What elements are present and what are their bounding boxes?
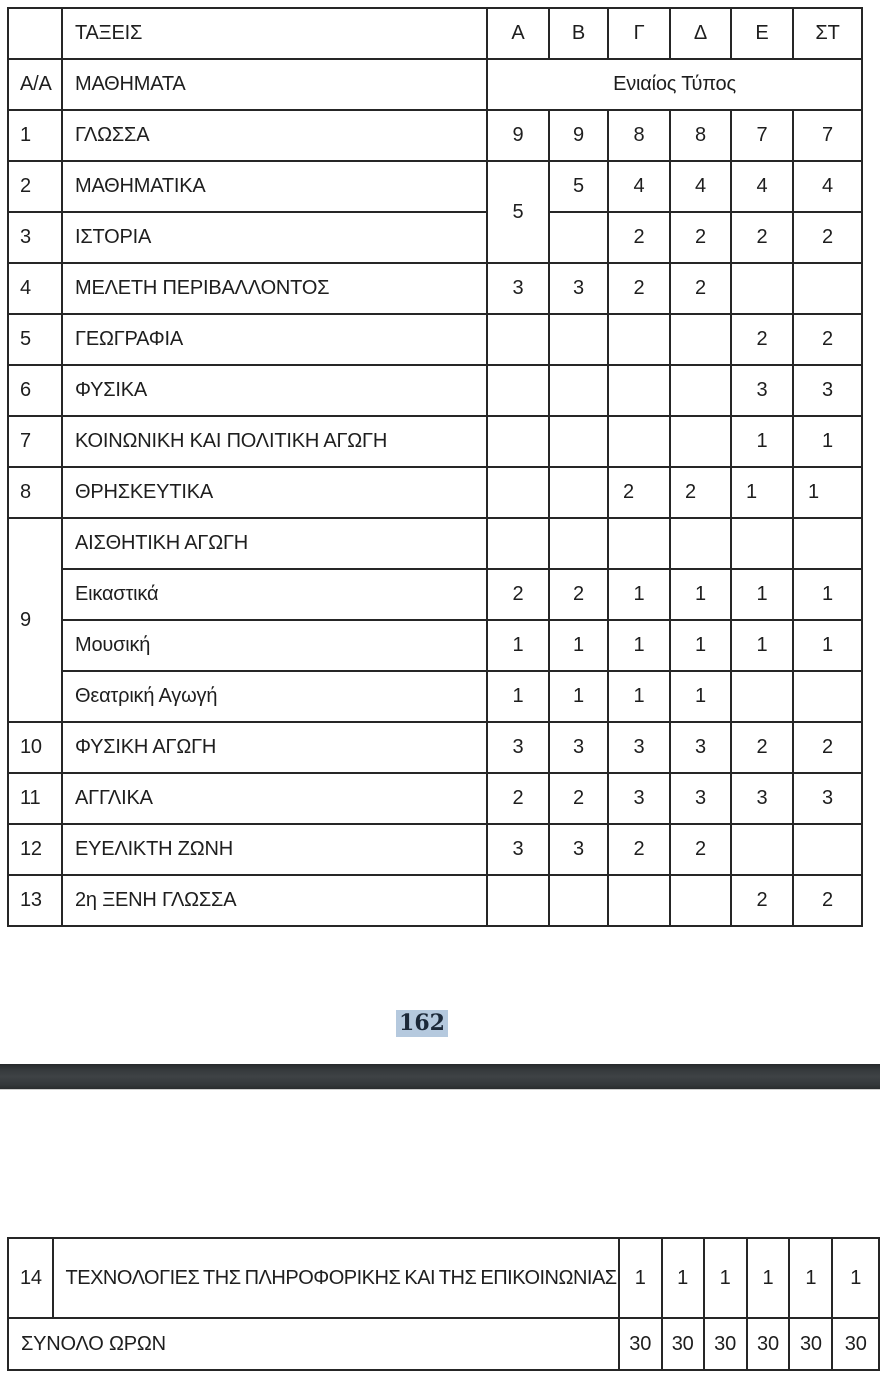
hours-cell: 2 xyxy=(731,722,793,773)
hours-cell: 2 xyxy=(731,875,793,926)
subject-cell: ΦΥΣΙΚΑ xyxy=(62,365,487,416)
row-number: 13 xyxy=(8,875,62,926)
row-number: 8 xyxy=(8,467,62,518)
hours-cell: 2 xyxy=(670,824,731,875)
hours-cell: 2 xyxy=(608,263,670,314)
hours-cell: 2 xyxy=(608,212,670,263)
row-number: 4 xyxy=(8,263,62,314)
table-row xyxy=(8,875,862,926)
hours-cell xyxy=(608,518,670,569)
hours-cell: 9 xyxy=(549,110,608,161)
hours-cell: 2 xyxy=(793,722,862,773)
subject-cell: ΦΥΣΙΚΗ ΑΓΩΓΗ xyxy=(62,722,487,773)
total-hours-cell: 30 xyxy=(662,1318,704,1370)
grade-col-header: Α xyxy=(487,8,549,59)
hours-cell: 2 xyxy=(670,467,731,518)
hours-cell: 2 xyxy=(793,875,862,926)
total-hours-cell: 30 xyxy=(619,1318,662,1370)
hours-cell xyxy=(793,518,862,569)
hours-cell: 1 xyxy=(670,671,731,722)
hours-cell xyxy=(549,212,608,263)
page-number-highlight: 162 xyxy=(396,1010,448,1037)
hours-cell: 4 xyxy=(670,161,731,212)
hours-cell: 3 xyxy=(549,263,608,314)
total-label: ΣΥΝΟΛΟ ΩΡΩΝ xyxy=(8,1318,619,1370)
hours-cell: 3 xyxy=(487,263,549,314)
school-type-cell: Ενιαίος Τύπος xyxy=(487,59,862,110)
subject-cell: 2η ΞΕΝΗ ΓΛΩΣΣΑ xyxy=(62,875,487,926)
table-row xyxy=(8,110,862,161)
hours-cell: 1 xyxy=(487,620,549,671)
hours-cell: 3 xyxy=(549,824,608,875)
hours-cell: 3 xyxy=(793,773,862,824)
hours-cell xyxy=(608,416,670,467)
hours-cell xyxy=(670,365,731,416)
hours-cell xyxy=(487,518,549,569)
hours-cell xyxy=(487,875,549,926)
hours-cell xyxy=(793,671,862,722)
hours-cell xyxy=(549,518,608,569)
subject-cell: ΑΙΣΘΗΤΙΚΗ ΑΓΩΓΗ xyxy=(62,518,487,569)
hours-cell: 1 xyxy=(619,1238,662,1318)
hours-cell: 3 xyxy=(608,722,670,773)
curriculum-table-continued xyxy=(7,1237,880,1371)
hours-cell: 2 xyxy=(487,773,549,824)
grade-col-header: Β xyxy=(549,8,608,59)
aa-header: Α/Α xyxy=(8,59,62,110)
row-number-merged: 9 xyxy=(8,518,62,722)
hours-cell: 3 xyxy=(487,824,549,875)
hours-cell: 4 xyxy=(608,161,670,212)
grade-col-header: Γ xyxy=(608,8,670,59)
subject-cell: ΚΟΙΝΩΝΙΚΗ ΚΑΙ ΠΟΛΙΤΙΚΗ ΑΓΩΓΗ xyxy=(62,416,487,467)
hours-cell xyxy=(670,314,731,365)
row-number: 2 xyxy=(8,161,62,212)
table-row xyxy=(8,314,862,365)
table-row xyxy=(8,263,862,314)
hours-cell xyxy=(608,314,670,365)
row-number: 5 xyxy=(8,314,62,365)
subject-cell: Εικαστικά xyxy=(62,569,487,620)
corner-cell xyxy=(8,8,62,59)
hours-cell: 3 xyxy=(670,722,731,773)
total-hours-cell: 30 xyxy=(832,1318,879,1370)
row-number: 7 xyxy=(8,416,62,467)
hours-cell: 2 xyxy=(608,467,670,518)
hours-cell xyxy=(549,365,608,416)
hours-cell: 1 xyxy=(832,1238,879,1318)
subject-cell: ΙΣΤΟΡΙΑ xyxy=(62,212,487,263)
row-number: 6 xyxy=(8,365,62,416)
hours-cell xyxy=(487,467,549,518)
table-row xyxy=(8,569,862,620)
table-row xyxy=(8,671,862,722)
row-number: 10 xyxy=(8,722,62,773)
hours-cell xyxy=(731,824,793,875)
hours-cell: 9 xyxy=(487,110,549,161)
hours-cell: 1 xyxy=(549,620,608,671)
grade-col-header: Δ xyxy=(670,8,731,59)
row-number: 11 xyxy=(8,773,62,824)
total-hours-cell: 30 xyxy=(789,1318,832,1370)
grade-col-header: Ε xyxy=(731,8,793,59)
hours-cell: 4 xyxy=(793,161,862,212)
hours-cell: 2 xyxy=(793,212,862,263)
table-row xyxy=(8,212,862,263)
total-row xyxy=(8,1318,879,1370)
subject-cell: ΑΓΓΛΙΚΑ xyxy=(62,773,487,824)
row-number: 1 xyxy=(8,110,62,161)
total-hours-cell: 30 xyxy=(704,1318,747,1370)
hours-cell xyxy=(793,824,862,875)
subject-cell: Μουσική xyxy=(62,620,487,671)
hours-cell xyxy=(731,263,793,314)
hours-cell xyxy=(549,314,608,365)
subject-cell: ΘΡΗΣΚΕΥΤΙΚΑ xyxy=(62,467,487,518)
hours-cell: 1 xyxy=(670,620,731,671)
hours-cell: 3 xyxy=(731,365,793,416)
table-row xyxy=(8,824,862,875)
subject-cell: ΕΥΕΛΙΚΤΗ ΖΩΝΗ xyxy=(62,824,487,875)
hours-cell: 1 xyxy=(487,671,549,722)
table-row xyxy=(8,620,862,671)
hours-cell xyxy=(608,365,670,416)
hours-cell: 1 xyxy=(608,569,670,620)
table-row xyxy=(8,1238,879,1318)
hours-cell xyxy=(549,416,608,467)
hours-cell xyxy=(549,467,608,518)
hours-cell: 2 xyxy=(670,263,731,314)
hours-cell: 3 xyxy=(549,722,608,773)
row-number: 3 xyxy=(8,212,62,263)
hours-cell xyxy=(487,365,549,416)
hours-cell: 2 xyxy=(670,212,731,263)
border-artifact xyxy=(793,671,794,699)
subject-cell: Θεατρική Αγωγή xyxy=(62,671,487,722)
hours-cell: 2 xyxy=(487,569,549,620)
hours-cell: 3 xyxy=(608,773,670,824)
table-row xyxy=(8,518,862,569)
hours-cell: 1 xyxy=(789,1238,832,1318)
hours-cell: 1 xyxy=(731,569,793,620)
hours-cell: 1 xyxy=(793,620,862,671)
hours-cell xyxy=(793,263,862,314)
subject-cell: ΜΕΛΕΤΗ ΠΕΡΙΒΑΛΛΟΝΤΟΣ xyxy=(62,263,487,314)
hours-cell: 7 xyxy=(731,110,793,161)
hours-cell: 1 xyxy=(731,467,793,518)
hours-cell: 2 xyxy=(608,824,670,875)
hours-cell: 2 xyxy=(731,314,793,365)
page-separator-bar xyxy=(0,1064,880,1090)
hours-cell: 1 xyxy=(549,671,608,722)
subject-cell: ΜΑΘΗΜΑΤΙΚΑ xyxy=(62,161,487,212)
hours-cell xyxy=(549,875,608,926)
page-number xyxy=(0,1010,880,1037)
hours-cell: 1 xyxy=(793,416,862,467)
mathimata-header: ΜΑΘΗΜΑΤΑ xyxy=(62,59,487,110)
hours-cell xyxy=(731,671,793,722)
hours-cell xyxy=(608,875,670,926)
row-number: 14 xyxy=(8,1238,53,1318)
hours-cell: 4 xyxy=(731,161,793,212)
table-row xyxy=(8,467,862,518)
hours-cell: 2 xyxy=(549,569,608,620)
hours-cell: 1 xyxy=(608,620,670,671)
hours-cell: 3 xyxy=(793,365,862,416)
hours-cell: 2 xyxy=(549,773,608,824)
hours-cell: 3 xyxy=(670,773,731,824)
hours-cell: 2 xyxy=(793,314,862,365)
grade-col-header: ΣΤ xyxy=(793,8,862,59)
table-row xyxy=(8,722,862,773)
hours-cell: 1 xyxy=(793,569,862,620)
hours-cell: 8 xyxy=(670,110,731,161)
hours-cell: 1 xyxy=(662,1238,704,1318)
hours-cell: 5 xyxy=(549,161,608,212)
subject-cell: ΓΛΩΣΣΑ xyxy=(62,110,487,161)
hours-cell: 8 xyxy=(608,110,670,161)
total-hours-cell: 30 xyxy=(747,1318,790,1370)
curriculum-table xyxy=(7,7,863,927)
hours-cell: 3 xyxy=(731,773,793,824)
subject-cell: ΤΕΧΝΟΛΟΓΙΕΣ ΤΗΣ ΠΛΗΡΟΦΟΡΙΚΗΣ ΚΑΙ ΤΗΣ ΕΠΙΚΟΙΝΩΝΙΑΣ xyxy=(53,1238,619,1318)
hours-cell: 7 xyxy=(793,110,862,161)
header-row-type xyxy=(8,59,862,110)
table-row xyxy=(8,365,862,416)
hours-cell xyxy=(487,416,549,467)
hours-cell: 1 xyxy=(670,569,731,620)
hours-cell: 1 xyxy=(731,416,793,467)
table-row xyxy=(8,161,862,212)
hours-cell: 1 xyxy=(608,671,670,722)
hours-cell xyxy=(670,875,731,926)
subject-cell: ΓΕΩΓΡΑΦΙΑ xyxy=(62,314,487,365)
hours-cell-merged: 5 xyxy=(487,161,549,263)
hours-cell xyxy=(670,416,731,467)
table-row xyxy=(8,416,862,467)
hours-cell: 1 xyxy=(704,1238,747,1318)
taxeis-header: ΤΑΞΕΙΣ xyxy=(62,8,487,59)
hours-cell xyxy=(731,518,793,569)
hours-cell xyxy=(670,518,731,569)
hours-cell: 3 xyxy=(487,722,549,773)
row-number: 12 xyxy=(8,824,62,875)
hours-cell: 1 xyxy=(793,467,862,518)
hours-cell: 1 xyxy=(747,1238,790,1318)
hours-cell: 2 xyxy=(731,212,793,263)
header-row-grades xyxy=(8,8,862,59)
hours-cell xyxy=(487,314,549,365)
hours-cell: 1 xyxy=(731,620,793,671)
table-row xyxy=(8,773,862,824)
